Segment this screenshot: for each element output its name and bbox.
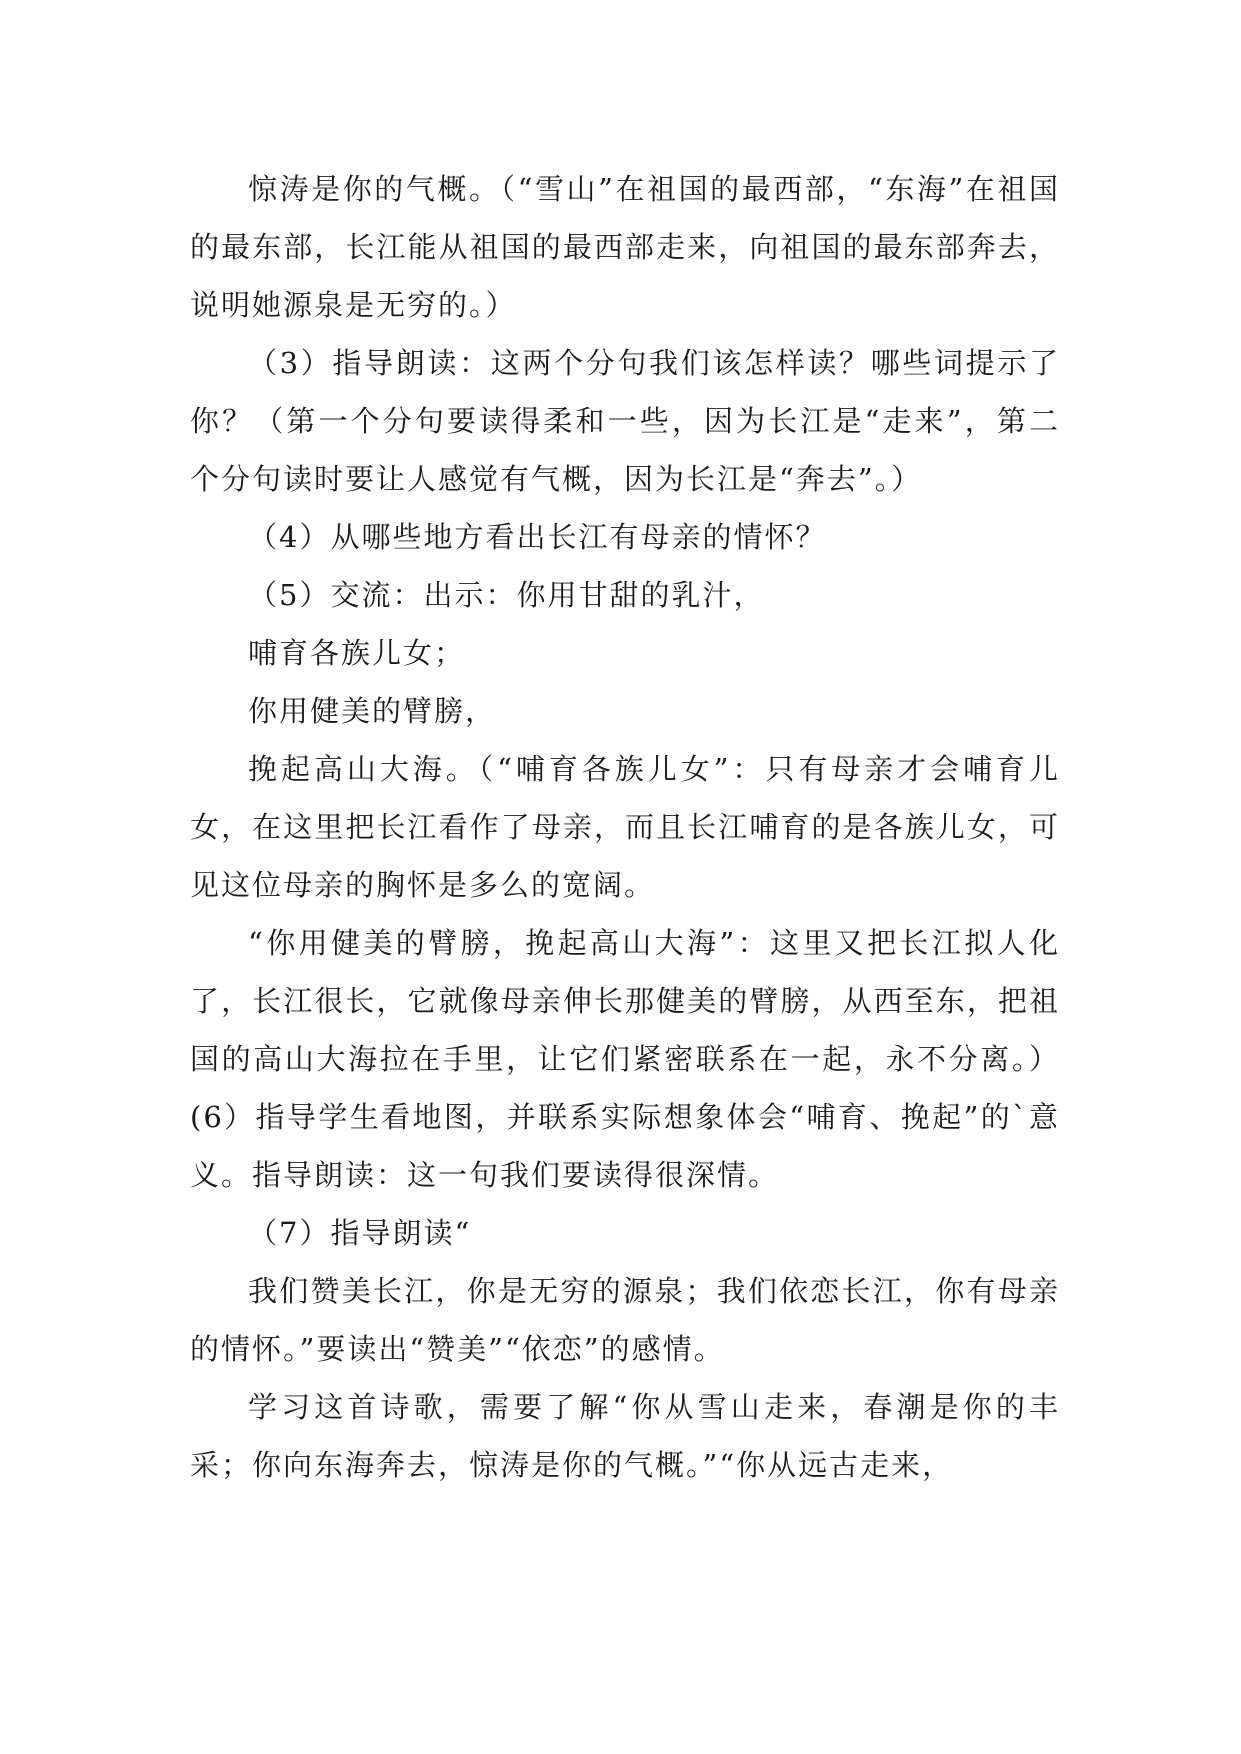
- paragraph-10: 我们赞美长江，你是无穷的源泉；我们依恋长江，你有母亲的情怀。”要读出“赞美”“依恋”的感情。: [190, 1274, 1060, 1366]
- paragraph-7: 挽起高山大海。（“哺育各族儿女”：只有母亲才会哺育儿女，在这里把长江看作了母亲，而且长江哺育的是各族儿女，可见这位母亲的胸怀是多么的宽阔。: [190, 752, 1060, 902]
- paragraph-8: “你用健美的臂膀，挽起高山大海”：这里又把长江拟人化了，长江很长，它就像母亲伸长那健美的臂膀，从西至东，把祖国的高山大海拉在手里，让它们紧密联系在一起，永不分离。）(6）指导学生看地图，并联系实际想象体会“哺育、挽起”的`意义。指导朗读：这一句我们要读得很深情。: [190, 926, 1060, 1192]
- paragraph-1: 惊涛是你的气概。（“雪山”在祖国的最西部，“东海”在祖国的最东部，长江能从祖国的最西部走来，向祖国的最东部奔去，说明她源泉是无穷的。）: [190, 172, 1060, 322]
- paragraph-6: 你用健美的臂膀，: [248, 694, 497, 728]
- paragraph-11: 学习这首诗歌，需要了解“你从雪山走来，春潮是你的丰采；你向东海奔去，惊涛是你的气概。”“你从远古走来，: [190, 1390, 1060, 1482]
- paragraph-5: 哺育各族儿女；: [248, 636, 466, 670]
- paragraph-2: （3）指导朗读：这两个分句我们该怎样读？哪些词提示了你？（第一个分句要读得柔和一些，因为长江是“走来”，第二个分句读时要让人感觉有气概，因为长江是“奔去”。）: [190, 346, 1060, 496]
- document-page: [190, 160, 1060, 1494]
- paragraph-3: （4）从哪些地方看出长江有母亲的情怀？: [248, 520, 827, 554]
- paragraph-4: （5）交流：出示：你用甘甜的乳汁，: [248, 578, 765, 612]
- paragraph-9: （7）指导朗读“: [248, 1216, 472, 1250]
